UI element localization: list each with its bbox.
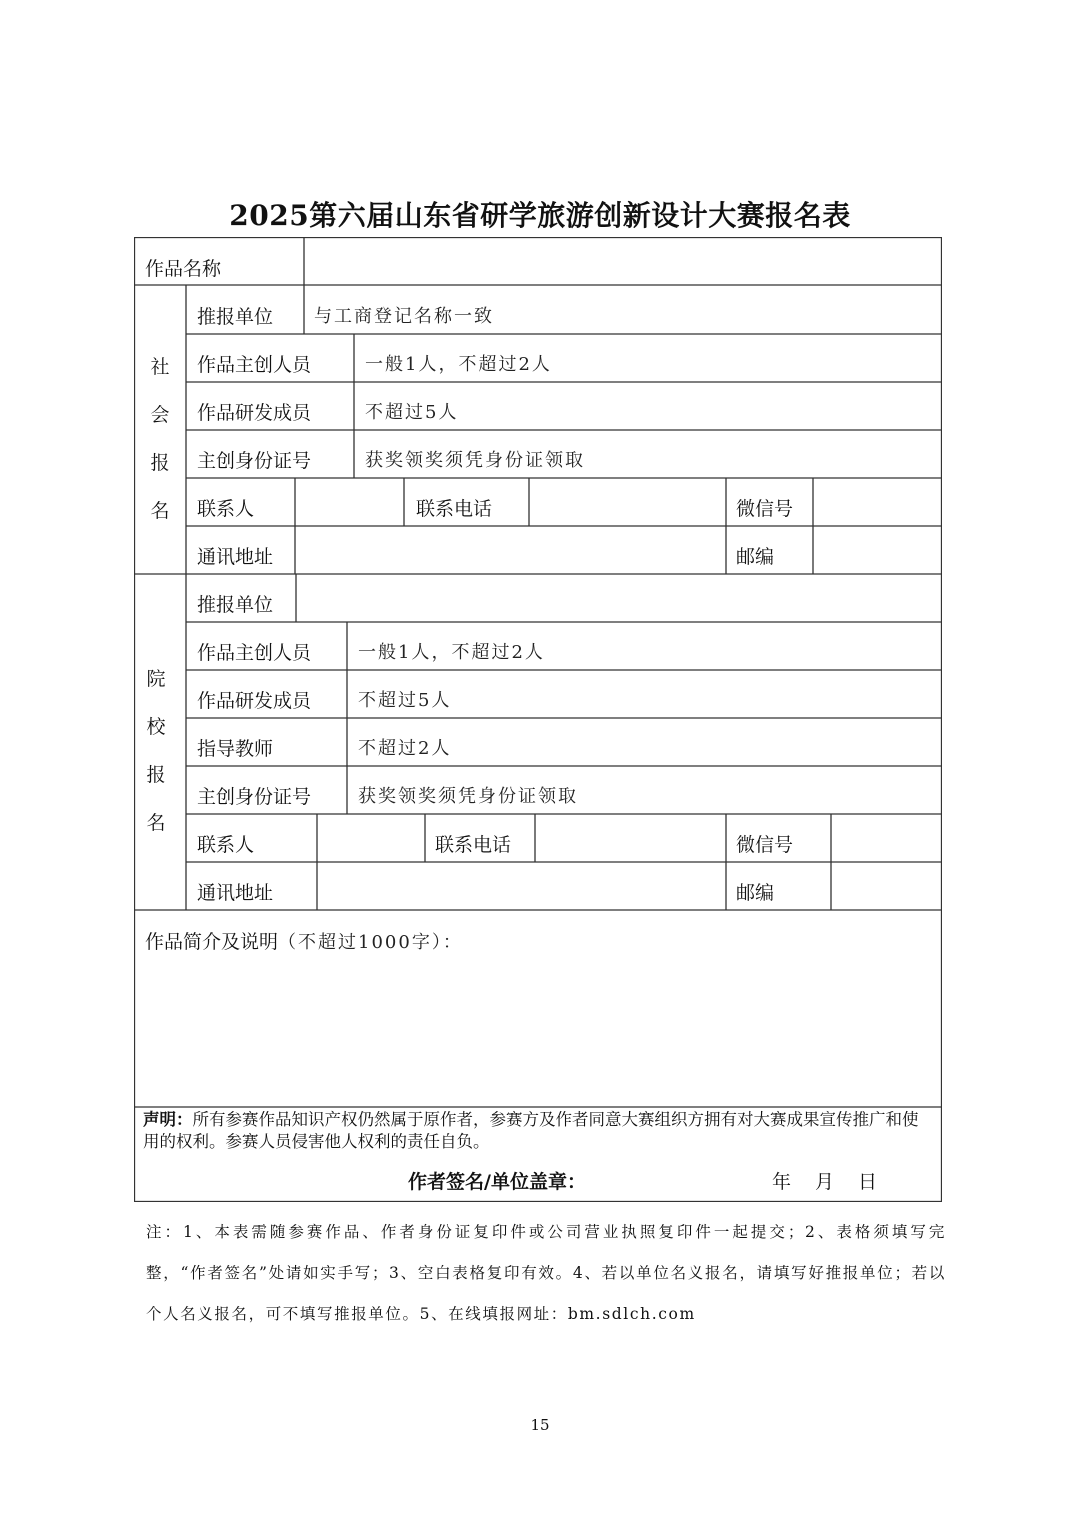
social-phone-label: 联系电话 <box>416 498 493 520</box>
school-postcode-input[interactable] <box>832 863 940 909</box>
school-recommend-unit-label: 推报单位 <box>197 594 274 616</box>
social-dev-members-input[interactable]: 不超过5人 <box>365 402 459 423</box>
intro-textarea[interactable] <box>136 959 940 1105</box>
school-teacher-label: 指导教师 <box>197 738 274 760</box>
signature-field[interactable] <box>600 1165 760 1197</box>
social-contact-input[interactable] <box>296 479 402 525</box>
declaration-text: 所有参赛作品知识产权仍然属于原作者，参赛方及作者同意大赛组织方拥有对大赛成果宣传推广和使用的权利。参赛人员侵害他人权利的责任自负。 <box>143 1110 919 1151</box>
school-phone-input[interactable] <box>536 815 725 861</box>
social-dev-members-label: 作品研发成员 <box>197 402 312 424</box>
declaration-label: 声明： <box>143 1110 193 1129</box>
school-recommend-unit-input[interactable] <box>298 575 940 621</box>
social-recommend-unit-input[interactable]: 与工商登记名称一致 <box>314 306 494 327</box>
social-lead-creator-input[interactable]: 一般1人，不超过2人 <box>365 354 552 375</box>
social-id-number-label: 主创身份证号 <box>197 450 312 472</box>
school-address-label: 通讯地址 <box>197 882 274 904</box>
signature-month: 月 <box>815 1171 835 1193</box>
school-lead-creator-label: 作品主创人员 <box>197 642 312 664</box>
school-registration-group-label: 院 校 报 名 <box>146 668 166 834</box>
social-postcode-input[interactable] <box>814 527 940 573</box>
social-lead-creator-label: 作品主创人员 <box>197 354 312 376</box>
social-id-number-input[interactable]: 获奖领奖须凭身份证领取 <box>365 450 585 471</box>
intro-label: 作品简介及说明 <box>145 931 279 953</box>
social-wechat-label: 微信号 <box>736 498 794 520</box>
school-dev-members-label: 作品研发成员 <box>197 690 312 712</box>
school-wechat-label: 微信号 <box>736 834 794 856</box>
social-postcode-label: 邮编 <box>736 546 775 568</box>
work-name-input[interactable] <box>306 239 940 283</box>
school-address-input[interactable] <box>318 863 725 909</box>
signature-year: 年 <box>772 1171 792 1193</box>
work-name-label: 作品名称 <box>145 258 222 280</box>
school-teacher-input[interactable]: 不超过2人 <box>358 738 452 759</box>
registration-form-table <box>134 237 942 1202</box>
social-address-label: 通讯地址 <box>197 546 274 568</box>
school-contact-label: 联系人 <box>197 834 255 856</box>
school-id-number-label: 主创身份证号 <box>197 786 312 808</box>
school-dev-members-input[interactable]: 不超过5人 <box>358 690 452 711</box>
page-title: 2025第六届山东省研学旅游创新设计大赛报名表 <box>229 199 851 232</box>
declaration <box>143 1109 933 1153</box>
notes: 注：1、本表需随参赛作品、作者身份证复印件或公司营业执照复印件一起提交；2、表格须填写完整，“作者签名”处请如实手写；3、空白表格复印有效。4、若以单位名义报名，请填写好推报单位；若以个人名义报名，可不填写推报单位。5、在线填报网址：bm.sdlch.com <box>146 1223 946 1323</box>
intro-heading <box>145 930 463 955</box>
social-registration-group-label: 社 会 报 名 <box>150 356 170 522</box>
social-recommend-unit-label: 推报单位 <box>197 306 274 328</box>
social-address-input[interactable] <box>296 527 725 573</box>
school-id-number-input[interactable]: 获奖领奖须凭身份证领取 <box>358 786 578 807</box>
page-number: 15 <box>530 1416 550 1434</box>
social-wechat-input[interactable] <box>814 479 940 525</box>
signature-label: 作者签名/单位盖章： <box>408 1171 586 1193</box>
school-postcode-label: 邮编 <box>736 882 775 904</box>
signature-day: 日 <box>858 1171 878 1193</box>
school-phone-label: 联系电话 <box>435 834 512 856</box>
school-wechat-input[interactable] <box>832 815 940 861</box>
social-contact-label: 联系人 <box>197 498 255 520</box>
intro-hint: （不超过1000字）： <box>278 932 463 953</box>
social-phone-input[interactable] <box>530 479 725 525</box>
school-contact-input[interactable] <box>318 815 424 861</box>
school-lead-creator-input[interactable]: 一般1人，不超过2人 <box>358 642 545 663</box>
